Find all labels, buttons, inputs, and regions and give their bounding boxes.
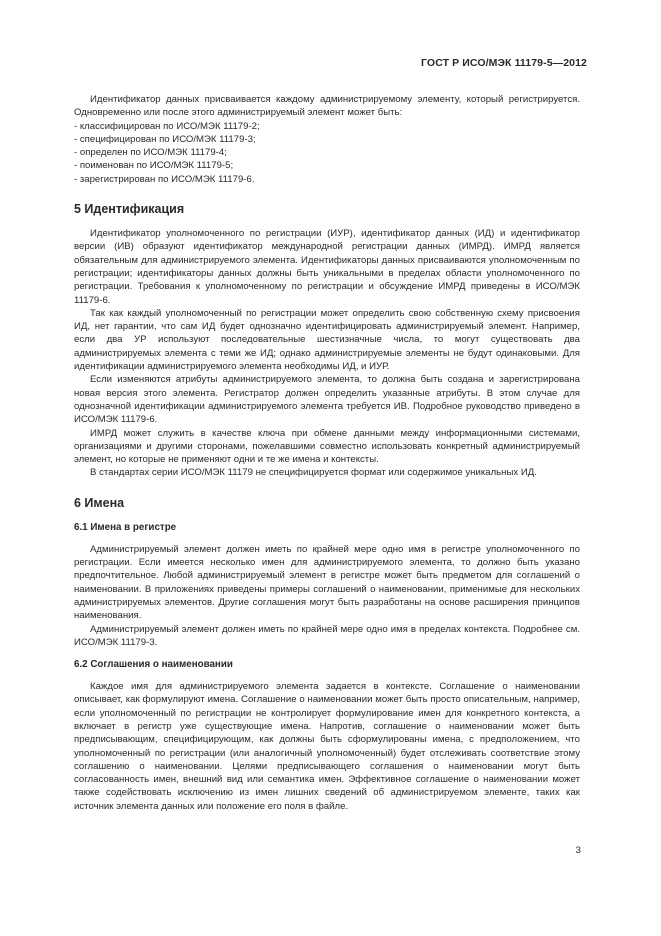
page-number: 3 (575, 845, 581, 856)
intro-list (74, 120, 580, 186)
paragraph: Идентификатор уполномоченного по регистрации (ИУР), идентификатор данных (ИД) и идентификатор версии (ИВ) образуют идентификатор международной регистрации данных (ИМРД). ИМРД является обязательным для администрируемого элемента. Идентификаторы данных присваиваются уполномоченным по регистрации; идентификаторы данных должны быть уникальными в пределах области уполномоченного по регистрации. Требования к уполномоченному по регистрации и обсуждение ИМРД приведены в ИСО/МЭК 11179-6. (74, 228, 580, 306)
list-item: - поименован по ИСО/МЭК 11179-5; (74, 160, 234, 172)
paragraph: Так как каждый уполномоченный по регистрации может определить свою собственную схему присвоения ИД, нет гарантии, что сам ИД будет однозначно идентифицировать администрируемый элемент. Например, если два УР используют последовательные шестизначные числа, то могут существовать два администрируемых элемента с теми же ИД; однако администрируемые элементы не будут одинаковыми. Для идентификации администрируемого элемента необходимы ИД, и ИУР. (74, 307, 580, 373)
paragraph: Если изменяются атрибуты администрируемого элемента, то должна быть создана и зарегистрирована новая версия этого элемента. Регистратор должен определить указанные атрибуты. В этом случае для однозначной идентификации администрируемого элемента требуется ИВ. Подробное руководство приведено в ИСО/МЭК 11179-6. (74, 374, 580, 426)
intro-paragraph: Идентификатор данных присваивается каждому администрируемому элементу, который регистрируется. Одновременно или после этого администрируемый элемент может быть: (74, 94, 580, 119)
paragraph: ИМРД может служить в качестве ключа при обмене данными между информационными системами, организациями и другими сторонами, пожелавшими совместно использовать конкретный администрируемый элемент, но которые не применяют одни и те же имена и контексты. (74, 427, 580, 466)
section-heading: 6 Имена (74, 495, 125, 510)
paragraph: В стандартах серии ИСО/МЭК 11179 не специфицируется формат или содержимое уникальных ИД. (90, 467, 537, 479)
list-item: - зарегистрирован по ИСО/МЭК 11179-6. (74, 173, 255, 185)
subsection-heading: 6.1 Имена в регистре (74, 521, 177, 533)
page-content (74, 93, 580, 813)
subsection-heading: 6.2 Соглашения о наименовании (74, 659, 233, 671)
list-item: - специфицирован по ИСО/МЭК 11179-3; (74, 133, 256, 145)
list-item: - классифицирован по ИСО/МЭК 11179-2; (74, 120, 260, 132)
list-item: - определен по ИСО/МЭК 11179-4; (74, 147, 227, 159)
paragraph: Каждое имя для администрируемого элемента задается в контексте. Соглашение о наименовании описывает, как формулируют имена. Соглашение о наименовании может быть просто описательным, например, если уполномоченный по регистрации не контролирует формулирование имен для конкретного контекста, а включает в регистр уже существующие имена. Напротив, соглашение о наименовании может быть предписывающим, специфицирующим, как должны быть сформулированы имена, с предположением, что уполномоченный по регистрации (или аналогичный уполномоченный) будет отслеживать соответствие этому соглашению о наименовании. Целями предписывающего соглашения о наименовании могут быть согласованность имен, внешний вид или семантика имен. Эффективное соглашение о наименовании может также содействовать исключению из имен лишних сведений об администрируемом элементе, таких как источник элемента данных или положение его поля в файле. (74, 681, 580, 812)
paragraph: Администрируемый элемент должен иметь по крайней мере одно имя в регистре уполномоченного по регистрации. Если имеется несколько имен для администрируемого элемента, то должно быть указано предпочтительное. Любой администрируемый элемент в регистре может быть предметом для соглашений о наименовании. В приложениях приведены примеры соглашений о наименовании, применимые для нескольких администрируемых элементов. Другие соглашения могут быть разработаны на основе расширения принципов наименования. (74, 543, 580, 622)
section-heading: 5 Идентификация (74, 202, 185, 217)
standard-header: ГОСТ Р ИСО/МЭК 11179-5—2012 (421, 57, 587, 69)
paragraph: Администрируемый элемент должен иметь по крайней мере одно имя в пределах контекста. Подробнее см. ИСО/МЭК 11179-3. (74, 623, 580, 648)
